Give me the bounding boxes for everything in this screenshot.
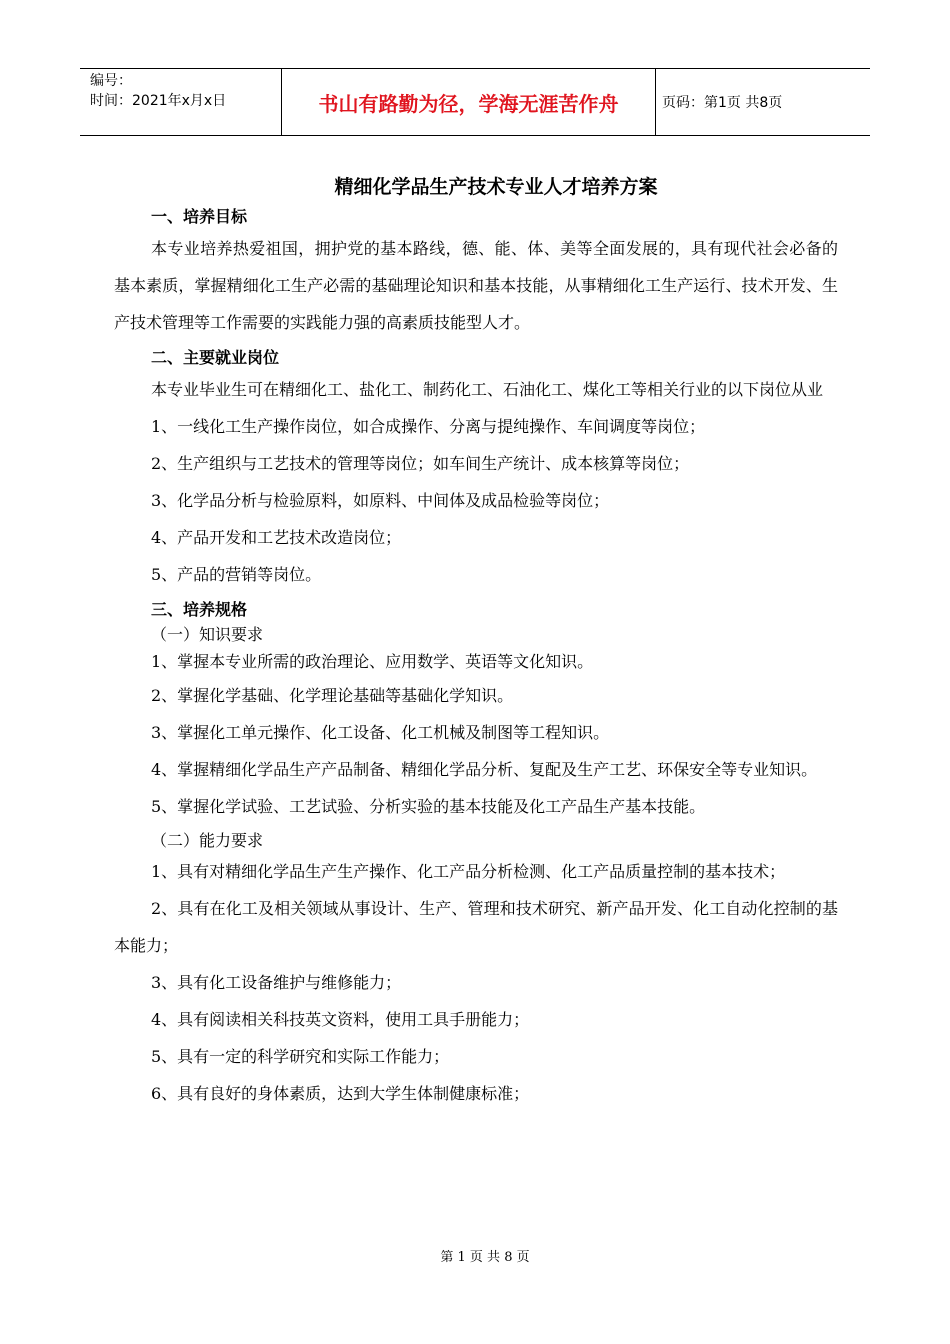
knowledge-heading: （一）知识要求	[151, 625, 264, 644]
list-item: 3、化学品分析与检验原料，如原料、中间体及成品检验等岗位；	[151, 491, 610, 510]
header-meta	[80, 69, 282, 135]
number-label: 编号：	[90, 73, 132, 89]
section1-paragraph: 本专业培养热爱祖国，拥护党的基本路线，德、能、体、美等全面发展的，具有现代社会必备的基本素质，掌握精细化工生产必需的基础理论知识和基本技能，从事精细化工生产运行、技术开发、生产技术管理等工作需要的实践能力强的高素质技能型人才。	[114, 239, 838, 332]
document-body	[114, 170, 838, 1112]
list-item: 5、具有一定的科学研究和实际工作能力；	[151, 1047, 450, 1066]
page-footer: 第 1 页 共 8 页	[440, 1250, 530, 1265]
list-item: 4、产品开发和工艺技术改造岗位；	[151, 528, 402, 547]
list-item: 4、具有阅读相关科技英文资料，使用工具手册能力；	[151, 1010, 530, 1029]
section1-heading: 一、培养目标	[151, 207, 248, 226]
list-item: 6、具有良好的身体素质，达到大学生体制健康标准；	[151, 1084, 530, 1103]
list-item: 3、掌握化工单元操作、化工设备、化工机械及制图等工程知识。	[151, 723, 610, 742]
list-item: 3、具有化工设备维护与维修能力；	[151, 973, 402, 992]
ability-heading: （二）能力要求	[151, 831, 264, 850]
list-item: 1、掌握本专业所需的政治理论、应用数学、英语等文化知识。	[151, 652, 594, 671]
page-header	[80, 68, 870, 136]
header-page-info: 页码：第1页 共8页	[662, 95, 783, 111]
list-item: 5、掌握化学试验、工艺试验、分析实验的基本技能及化工产品生产基本技能。	[151, 797, 706, 816]
section3-heading: 三、培养规格	[151, 600, 248, 619]
document-title: 精细化学品生产技术专业人才培养方案	[334, 176, 658, 198]
section2-intro: 本专业毕业生可在精细化工、盐化工、制药化工、石油化工、煤化工等相关行业的以下岗位从业	[151, 380, 824, 399]
section2-heading: 二、主要就业岗位	[151, 348, 280, 367]
list-item: 2、掌握化学基础、化学理论基础等基础化学知识。	[151, 686, 514, 705]
list-item: 2、生产组织与工艺技术的管理等岗位；如车间生产统计、成本核算等岗位；	[151, 454, 690, 473]
list-item: 1、具有对精细化学品生产生产操作、化工产品分析检测、化工产品质量控制的基本技术；	[151, 862, 786, 881]
header-motto: 书山有路勤为径，学海无涯苦作舟	[282, 69, 656, 135]
list-item: 5、产品的营销等岗位。	[151, 565, 322, 584]
date-label: 时间：2021年x月x日	[90, 93, 227, 109]
list-item: 2、具有在化工及相关领域从事设计、生产、管理和技术研究、新产品开发、化工自动化控制的基本能力；	[114, 899, 838, 955]
list-item: 1、一线化工生产操作岗位，如合成操作、分离与提纯操作、车间调度等岗位；	[151, 417, 706, 436]
list-item: 4、掌握精细化学品生产产品制备、精细化学品分析、复配及生产工艺、环保安全等专业知识。	[151, 760, 818, 779]
